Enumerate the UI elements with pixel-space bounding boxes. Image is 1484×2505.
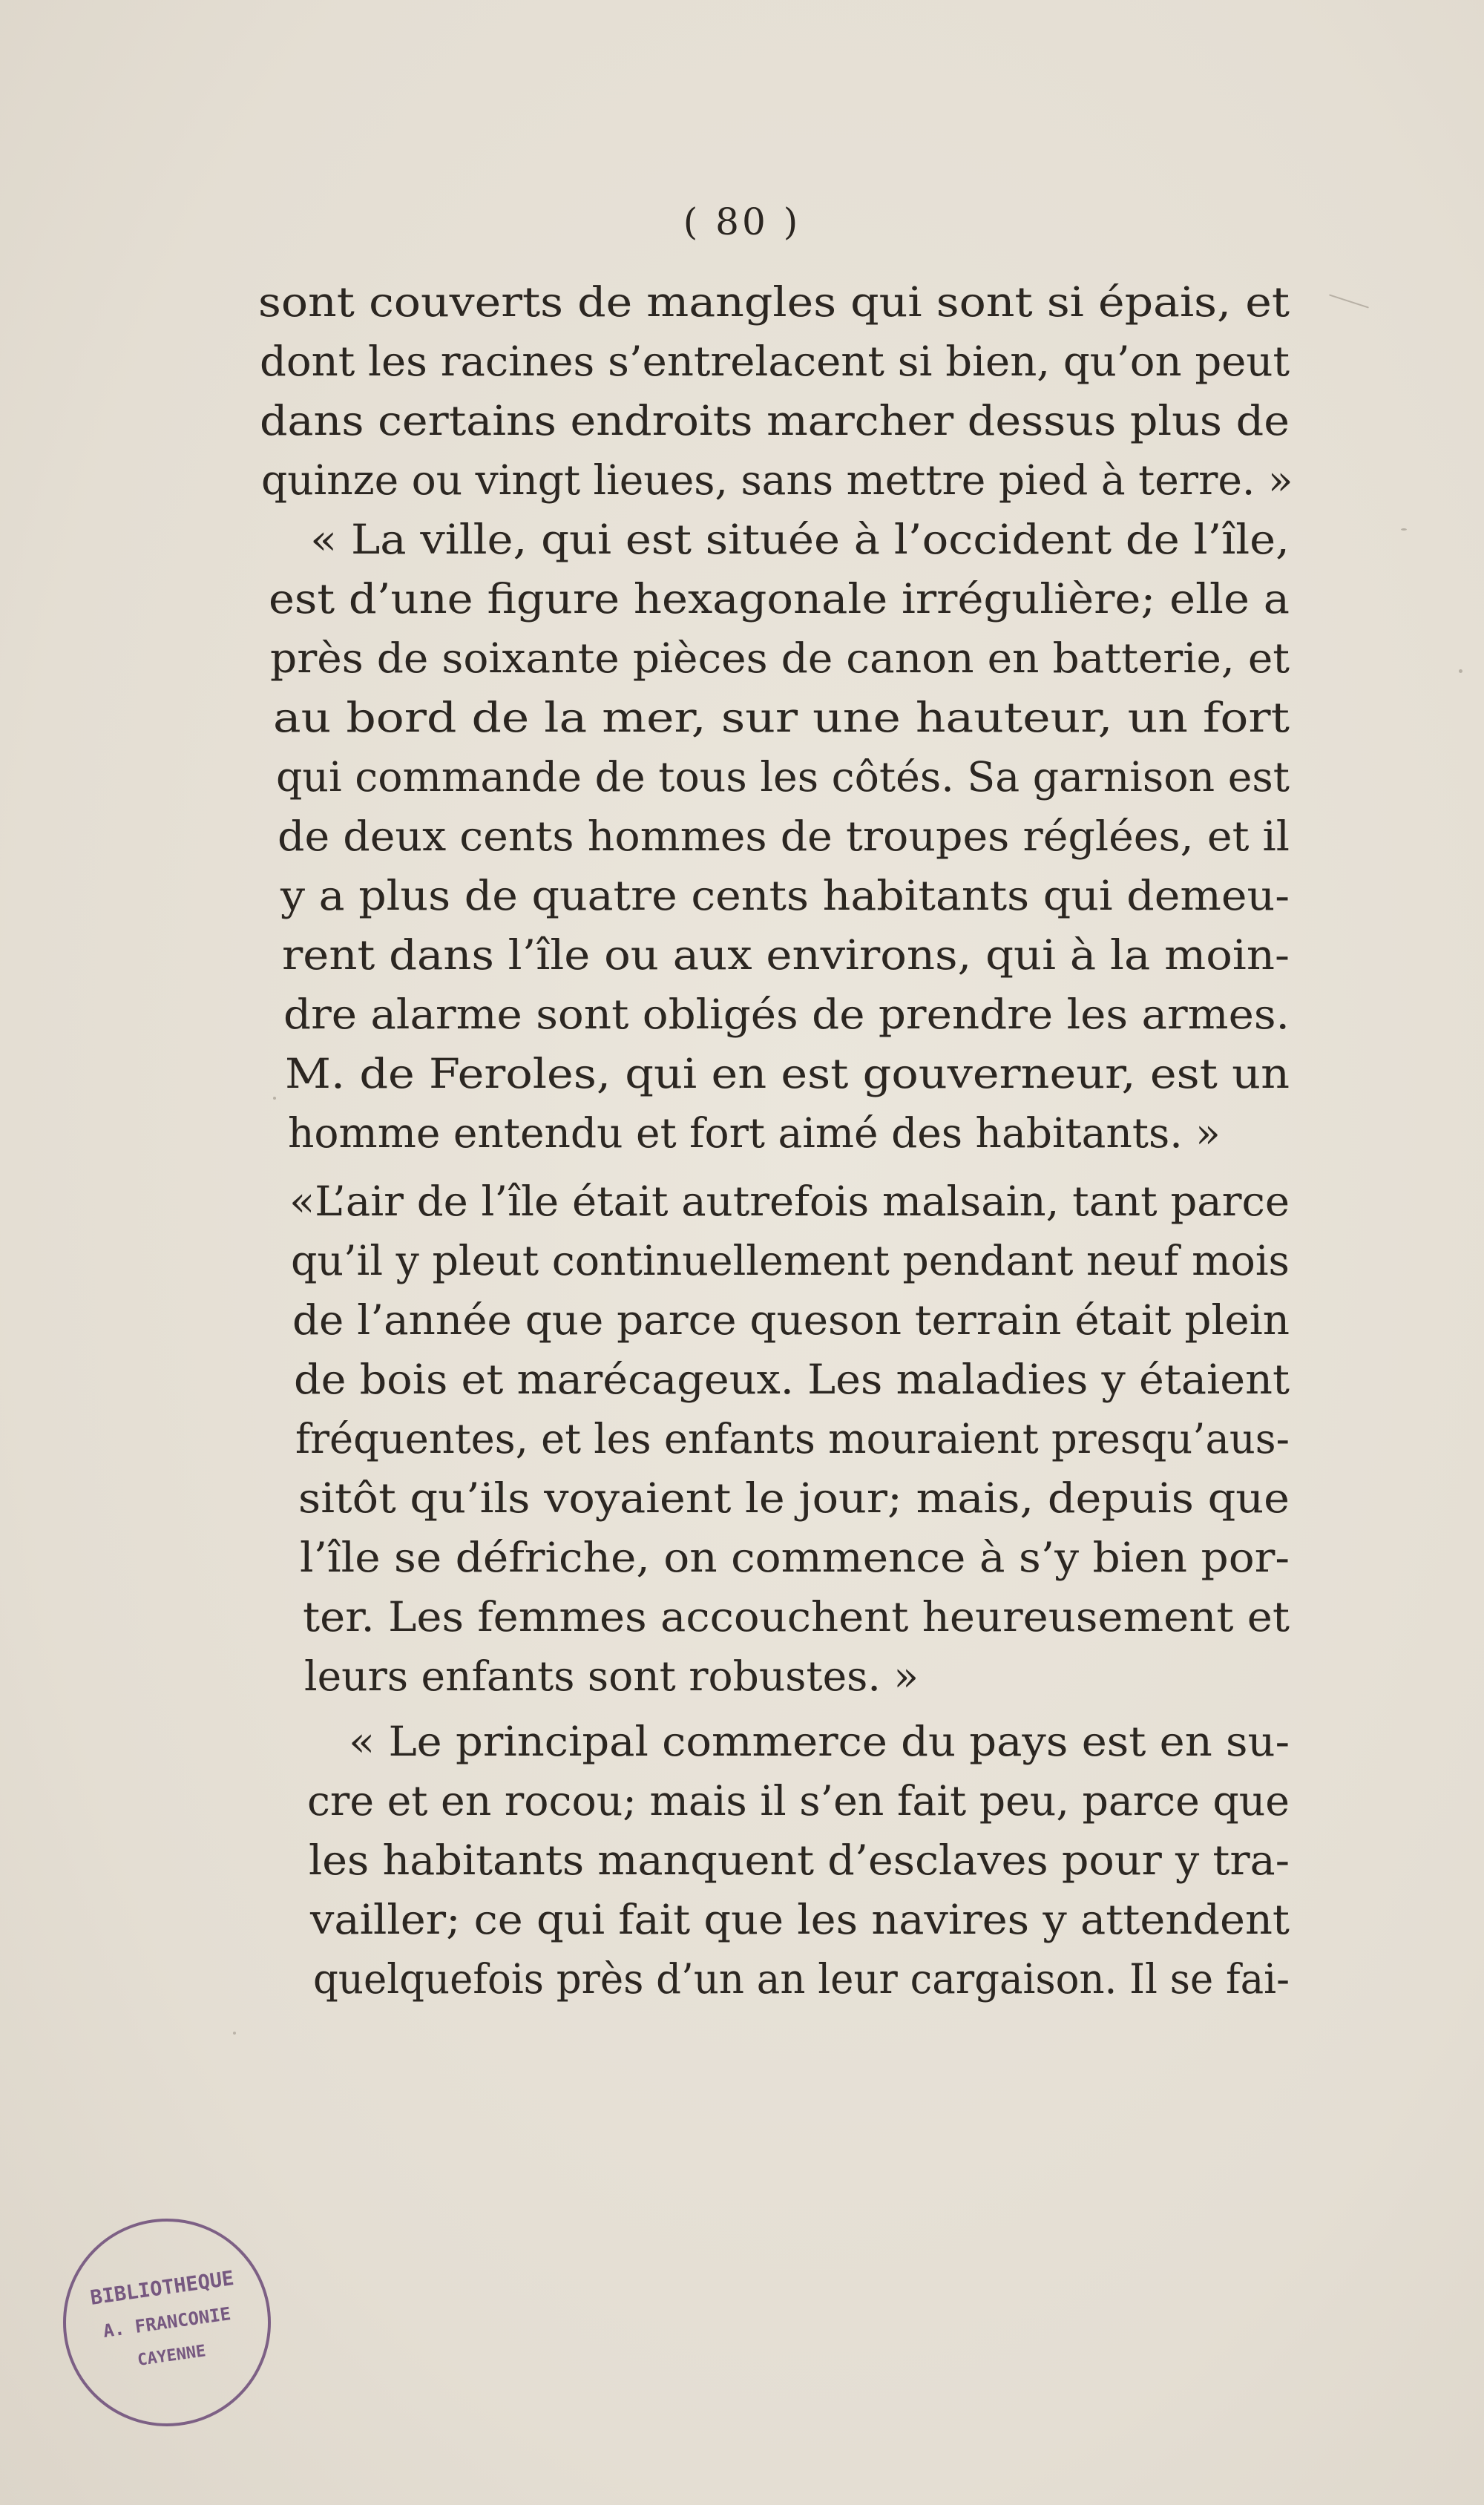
text-line: dre alarme sont obligés de prendre les armes. bbox=[283, 991, 1290, 1038]
paper-speck bbox=[1459, 669, 1462, 673]
text-line: « Le principal commerce du pays est en su- bbox=[349, 1718, 1290, 1765]
text-line: ter. Les femmes accouchent heureusement et bbox=[303, 1593, 1290, 1641]
text-line: cre et en rocou; mais il s’en fait peu, parce que bbox=[307, 1777, 1290, 1825]
paper-speck bbox=[233, 2032, 236, 2035]
text-line: qu’il y pleut continuellement pendant neuf mois bbox=[291, 1237, 1290, 1284]
text-line: de l’année que parce queson terrain était plein bbox=[292, 1296, 1290, 1344]
text-line: l’île se défriche, on commence à s’y bien por- bbox=[300, 1534, 1290, 1581]
text-line: homme entendu et fort aimé des habitants. » bbox=[288, 1109, 1221, 1157]
text-line: rent dans l’île ou aux environs, qui à la moin- bbox=[282, 931, 1290, 979]
text-line: de bois et marécageux. Les maladies y étaient bbox=[294, 1356, 1290, 1403]
text-line: les habitants manquent d’esclaves pour y tra- bbox=[309, 1836, 1290, 1884]
stamp-line-3: CAYENNE bbox=[136, 2342, 207, 2370]
stamp-line-2: A. FRANCONIE bbox=[102, 2303, 232, 2342]
page-number: ( 80 ) bbox=[683, 200, 801, 243]
paper-speck bbox=[273, 1097, 276, 1100]
text-line: « La ville, qui est située à l’occident de l’île, bbox=[310, 516, 1290, 563]
text-line: dont les racines s’entrelacent si bien, qu’on peut bbox=[260, 338, 1290, 385]
text-line: quelquefois près d’un an leur cargaison. Il se fai- bbox=[313, 1955, 1290, 2003]
library-stamp-graphic bbox=[56, 2211, 278, 2434]
text-line: sitôt qu’ils voyaient le jour; mais, depuis que bbox=[298, 1474, 1290, 1522]
text-line: sont couverts de mangles qui sont si épais, et bbox=[258, 278, 1290, 326]
library-stamp bbox=[56, 2211, 278, 2434]
text-line: qui commande de tous les côtés. Sa garnison est bbox=[276, 753, 1290, 801]
text-line: quinze ou vingt lieues, sans mettre pied à terre. » bbox=[261, 456, 1293, 504]
text-line: leurs enfants sont robustes. » bbox=[304, 1652, 919, 1700]
text-line: dans certains endroits marcher dessus plus de bbox=[260, 397, 1290, 444]
text-line: y a plus de quatre cents habitants qui demeu- bbox=[280, 872, 1290, 919]
text-line: près de soixante pièces de canon en batterie, et bbox=[270, 634, 1290, 682]
text-line: au bord de la mer, sur une hauteur, un fort bbox=[273, 694, 1290, 741]
text-line: fréquentes, et les enfants mouraient presqu’aus- bbox=[295, 1415, 1290, 1462]
stamp-line-1: BIBLIOTHEQUE bbox=[88, 2267, 236, 2310]
paper-speck bbox=[1401, 528, 1407, 531]
text-line: de deux cents hommes de troupes réglées, et il bbox=[278, 812, 1290, 860]
text-line: vailler; ce qui fait que les navires y attendent bbox=[310, 1896, 1290, 1943]
text-line: est d’une figure hexagonale irrégulière; elle a bbox=[269, 575, 1290, 623]
paper-speck bbox=[1329, 294, 1369, 308]
text-line: M. de Feroles, qui en est gouverneur, est un bbox=[285, 1050, 1290, 1097]
text-line: «L’air de l’île était autrefois malsain, tant parce bbox=[289, 1178, 1290, 1225]
